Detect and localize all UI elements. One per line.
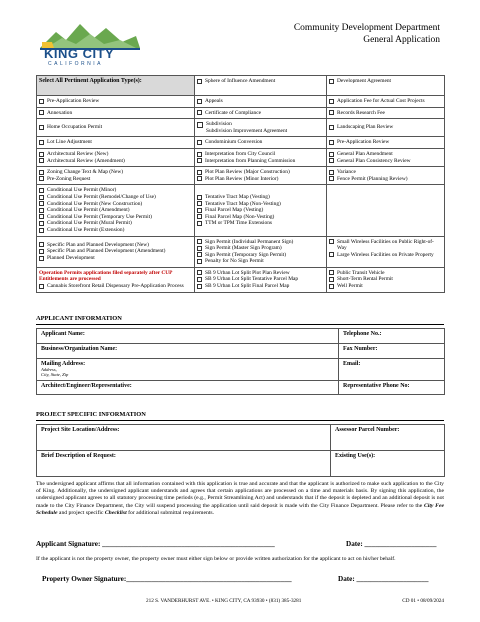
existing-uses-field[interactable]: Existing Use(s): bbox=[331, 451, 445, 477]
option-label: Sign Permit (Individual Permanent Sign) bbox=[205, 238, 294, 245]
option-label: Records Research Fee bbox=[337, 109, 385, 116]
owner-authorization-paragraph: If the applicant is not the property owner, the property owner must either sign below or provide written authorization for the applicant to act on his/her behalf. bbox=[36, 556, 396, 562]
option-label: Penalty for No Sign Permit bbox=[205, 258, 264, 265]
checkbox[interactable] bbox=[39, 221, 44, 226]
applicant-signature-line[interactable]: Applicant Signature: ________________________________________________ bbox=[36, 540, 275, 548]
option-label: Sphere of Influence Amendment bbox=[205, 78, 276, 84]
option-label: Specific Plan and Planned Development (Amendment) bbox=[47, 248, 166, 255]
option-label: Tentative Tract Map (Non-Vesting) bbox=[205, 200, 281, 207]
checkbox[interactable] bbox=[39, 170, 44, 175]
option-label: Well Permit bbox=[337, 283, 363, 290]
representative-phone-field[interactable]: Representative Phone No: bbox=[339, 381, 445, 395]
application-type-header: Select All Pertinent Application Type(s): bbox=[37, 76, 195, 96]
option-label: Conditional Use Permit (Mural Permit) bbox=[47, 220, 132, 227]
checkbox[interactable] bbox=[329, 152, 334, 157]
project-location-field[interactable]: Project Site Location/Address: bbox=[37, 425, 331, 451]
applicant-name-field[interactable]: Applicant Name: bbox=[37, 329, 339, 344]
email-field[interactable]: Email: bbox=[339, 359, 445, 381]
application-type-table bbox=[36, 75, 445, 293]
department-name: Community Development Department bbox=[293, 23, 440, 33]
checkbox[interactable] bbox=[197, 208, 202, 213]
checkbox[interactable] bbox=[329, 284, 334, 289]
option-label: Subdivision Subdivision Improvement Agreement bbox=[206, 121, 288, 134]
applicant-table bbox=[36, 328, 445, 395]
footer-address: 212 S. VANDERHURST AVE. • KING CITY, CA 93930 • (831) 385-3281 bbox=[146, 598, 302, 604]
option-label: Lot Line Adjustment bbox=[47, 139, 92, 146]
checkbox[interactable] bbox=[197, 122, 203, 128]
option-label: Architectural Review (Amendment) bbox=[47, 157, 125, 164]
option-label: TTM or TPM Time Extensions bbox=[205, 220, 272, 227]
option-label: Planned Development bbox=[47, 254, 95, 261]
checkbox[interactable] bbox=[197, 239, 202, 244]
option-label: Development Agreement bbox=[337, 78, 392, 84]
option-label: Appeals bbox=[205, 98, 223, 104]
checkbox[interactable] bbox=[329, 110, 334, 115]
option-label: SB 9 Urban Lot Split Plot Plan Review bbox=[205, 269, 290, 276]
option-label: Pre-Application Review bbox=[47, 98, 100, 104]
checkbox[interactable] bbox=[197, 277, 202, 282]
checkbox[interactable] bbox=[329, 140, 334, 145]
option-label: Application Fee for Actual Cost Projects bbox=[337, 98, 425, 104]
checkbox[interactable] bbox=[197, 270, 202, 275]
option-label: Sign Permit (Master Sign Program) bbox=[205, 245, 282, 252]
checkbox[interactable] bbox=[197, 195, 202, 200]
checkbox[interactable] bbox=[39, 152, 44, 157]
form-code: CD 01 • 08/09/2024 bbox=[402, 598, 444, 604]
checkbox[interactable] bbox=[197, 284, 202, 289]
option-label: Zoning Change Text & Map (New) bbox=[47, 169, 124, 176]
option-label: Home Occupation Permit bbox=[47, 124, 103, 131]
option-label: Variance bbox=[337, 169, 356, 176]
checkbox[interactable] bbox=[329, 239, 334, 244]
checkbox[interactable] bbox=[39, 214, 44, 219]
option-label: Final Parcel Map (Non-Vesting) bbox=[205, 213, 275, 220]
checkbox[interactable] bbox=[39, 256, 44, 261]
option-label: Plot Plan Review (Major Construction) bbox=[205, 169, 290, 176]
section-divider bbox=[36, 420, 444, 421]
checkbox[interactable] bbox=[329, 79, 334, 84]
checkbox[interactable] bbox=[39, 284, 44, 289]
checkbox[interactable] bbox=[197, 110, 202, 115]
checkbox[interactable] bbox=[39, 249, 44, 254]
option-label: SB 9 Urban Lot Split Final Parcel Map bbox=[205, 283, 290, 290]
checkbox[interactable] bbox=[39, 99, 44, 104]
checkbox[interactable] bbox=[39, 195, 44, 200]
option-label: Conditional Use Permit (Extension) bbox=[47, 226, 125, 233]
checkbox[interactable] bbox=[39, 110, 44, 115]
option-label: Pre-Zoning Request bbox=[47, 175, 91, 182]
checkbox[interactable] bbox=[39, 125, 44, 130]
owner-date-line[interactable]: Date: ____________________ bbox=[338, 575, 429, 583]
checkbox[interactable] bbox=[39, 158, 44, 163]
checkbox[interactable] bbox=[329, 277, 334, 282]
checkbox[interactable] bbox=[39, 208, 44, 213]
checkbox[interactable] bbox=[329, 99, 334, 104]
option-label: Conditional Use Permit (Temporary Use Permit) bbox=[47, 213, 152, 220]
option-label: Condominium Conversion bbox=[205, 139, 263, 146]
checkbox[interactable] bbox=[197, 246, 202, 251]
checkbox[interactable] bbox=[197, 201, 202, 206]
mailing-address-hint: City, State, Zip bbox=[41, 372, 69, 377]
checkbox[interactable] bbox=[39, 188, 44, 193]
checkbox[interactable] bbox=[39, 140, 44, 145]
checkbox[interactable] bbox=[197, 221, 202, 226]
option-label: Sign Permit (Temporary Sign Permit) bbox=[205, 251, 287, 258]
checkbox[interactable] bbox=[39, 228, 44, 233]
checkbox[interactable] bbox=[197, 214, 202, 219]
option-label: Small Wireless Facilities on Public Right-of-Way bbox=[337, 238, 434, 252]
option-label: Large Wireless Facilities on Private Property bbox=[337, 251, 434, 258]
checkbox[interactable] bbox=[197, 99, 202, 104]
option-label: Landscaping Plan Review bbox=[337, 124, 394, 131]
mailing-address-hint: Address, bbox=[41, 367, 57, 372]
option-label: Fence Permit (Planning Review) bbox=[337, 175, 408, 182]
department-header bbox=[294, 22, 440, 46]
mailing-address-label: Mailing Address: bbox=[41, 361, 86, 367]
telephone-field[interactable]: Telephone No.: bbox=[339, 329, 445, 344]
checkbox[interactable] bbox=[197, 79, 202, 84]
business-name-field[interactable]: Business/Organization Name: bbox=[37, 344, 339, 359]
logo-subtitle: CALIFORNIA bbox=[48, 61, 104, 67]
mailing-address-field[interactable] bbox=[37, 359, 339, 381]
checkbox[interactable] bbox=[197, 252, 202, 257]
checkbox[interactable] bbox=[39, 201, 44, 206]
applicant-date-line[interactable]: Date: ____________________ bbox=[346, 540, 437, 548]
fax-field[interactable]: Fax Number: bbox=[339, 344, 445, 359]
section-divider bbox=[36, 324, 444, 325]
checkbox[interactable] bbox=[39, 242, 44, 247]
request-description-field[interactable]: Brief Description of Request: bbox=[37, 451, 331, 477]
checkbox[interactable] bbox=[197, 152, 202, 157]
option-label: Conditional Use Permit (New Construction) bbox=[47, 200, 143, 207]
checkbox[interactable] bbox=[329, 270, 334, 275]
option-label: Conditional Use Permit (Amendment) bbox=[47, 207, 130, 214]
option-label: Final Parcel Map (Vesting) bbox=[205, 207, 264, 214]
option-label: Certificate of Compliance bbox=[205, 109, 261, 116]
option-label: Cannabis Storefront Retail Dispensary Pre-Application Process bbox=[47, 283, 184, 290]
project-section-title: PROJECT SPECIFIC INFORMATION bbox=[36, 411, 146, 418]
form-title: General Application bbox=[363, 35, 440, 45]
owner-signature-line[interactable]: Property Owner Signature:______________________________________________ bbox=[42, 575, 292, 583]
checkbox[interactable] bbox=[197, 259, 202, 264]
project-table bbox=[36, 424, 445, 477]
option-label: Architectural Review (New) bbox=[47, 150, 109, 157]
option-label: Tentative Tract Map (Vesting) bbox=[205, 193, 270, 200]
checkbox[interactable] bbox=[329, 252, 334, 257]
checkbox[interactable] bbox=[329, 125, 334, 130]
checkbox[interactable] bbox=[39, 176, 44, 181]
operation-permits-note: Operation Permits applications filed separately after CUP Entitlements are processed bbox=[39, 269, 173, 283]
option-label: Conditional Use Permit (Minor) bbox=[47, 187, 117, 194]
option-label: SB 9 Urban Lot Split Tentative Parcel Map bbox=[205, 276, 299, 283]
option-label: Specific Plan and Planned Development (New) bbox=[47, 241, 149, 248]
checkbox[interactable] bbox=[329, 176, 334, 181]
checkbox[interactable] bbox=[197, 158, 202, 163]
option-label: General Plan Consistency Review bbox=[337, 157, 411, 164]
affirmation-paragraph: The undersigned applicant affirms that all information contained with this application is true and accurate and that the applicant is authorized to make such application to the City of King. Additionally, the undersigned applicant understands and agrees that certain applications are processed on a time and materials basis. By signing this application, the undersigned applicant agrees to all statutory processing time periods (e.g., Permit Streamlining Act) and understands that if the deposit is depleted and an additional deposit is not made to the City Finance Department, the City will suspend processing the application until said deposit is made with the City Finance Department. Please refer to the City Fee Schedule and project specific Checklist for additional submittal requirements. bbox=[36, 481, 444, 516]
option-label: Plot Plan Review (Minor Interior) bbox=[205, 175, 279, 182]
option-label: Interpretation from Planning Commission bbox=[205, 157, 296, 164]
checkbox[interactable] bbox=[197, 176, 202, 181]
option-label: Short-Term Rental Permit bbox=[337, 276, 393, 283]
option-label: Public Transit Vehicle bbox=[337, 269, 385, 276]
checkbox[interactable] bbox=[197, 170, 202, 175]
option-label: Pre-Application Review bbox=[337, 139, 390, 146]
logo-title: KING CITY bbox=[44, 46, 115, 61]
option-label: Conditional Use Permit (Remodel/Change of Use) bbox=[47, 193, 156, 200]
checkbox[interactable] bbox=[329, 158, 334, 163]
option-label: Interpretation from City Council bbox=[205, 150, 276, 157]
checkbox[interactable] bbox=[197, 140, 202, 145]
option-label: General Plan Amendment bbox=[337, 150, 393, 157]
assessor-parcel-field[interactable]: Assessor Parcel Number: bbox=[331, 425, 445, 451]
representative-field[interactable]: Architect/Engineer/Representative: bbox=[37, 381, 339, 395]
checkbox[interactable] bbox=[329, 170, 334, 175]
option-label: Annexation bbox=[47, 109, 73, 116]
applicant-section-title: APPLICANT INFORMATION bbox=[36, 315, 122, 322]
